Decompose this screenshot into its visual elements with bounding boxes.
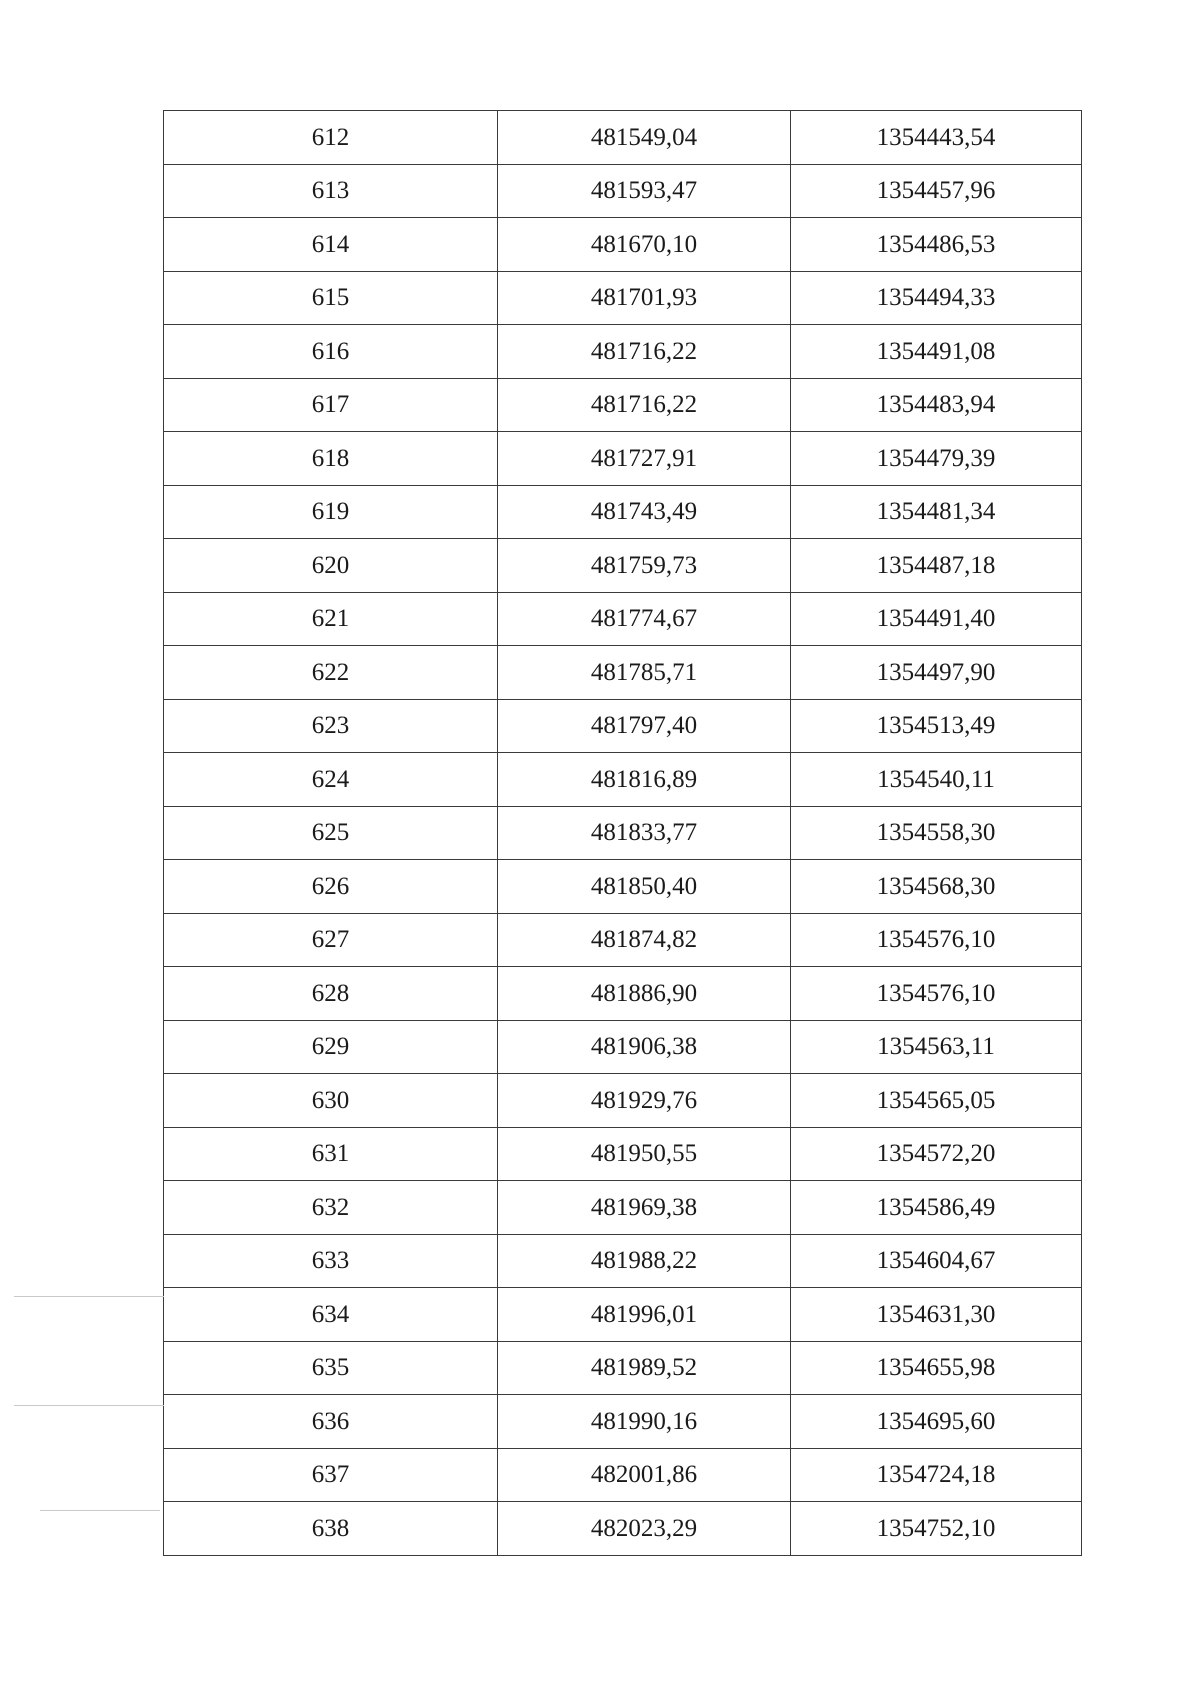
y-coordinate-cell: 1354494,33 xyxy=(791,271,1082,325)
y-coordinate-cell: 1354443,54 xyxy=(791,111,1082,165)
y-coordinate-cell: 1354540,11 xyxy=(791,753,1082,807)
table-row xyxy=(164,967,1082,1021)
y-coordinate-cell: 1354486,53 xyxy=(791,218,1082,272)
scan-artifact xyxy=(40,1510,160,1511)
y-coordinate-cell: 1354479,39 xyxy=(791,432,1082,486)
point-number-cell: 620 xyxy=(164,539,498,593)
x-coordinate-cell: 481906,38 xyxy=(498,1020,791,1074)
point-number-cell: 638 xyxy=(164,1502,498,1556)
point-number-cell: 617 xyxy=(164,378,498,432)
coordinates-table xyxy=(163,110,1082,1556)
y-coordinate-cell: 1354576,10 xyxy=(791,967,1082,1021)
point-number-cell: 629 xyxy=(164,1020,498,1074)
table-row xyxy=(164,1395,1082,1449)
point-number-cell: 613 xyxy=(164,164,498,218)
x-coordinate-cell: 481701,93 xyxy=(498,271,791,325)
table-row xyxy=(164,1020,1082,1074)
x-coordinate-cell: 481996,01 xyxy=(498,1288,791,1342)
point-number-cell: 622 xyxy=(164,646,498,700)
point-number-cell: 628 xyxy=(164,967,498,1021)
y-coordinate-cell: 1354695,60 xyxy=(791,1395,1082,1449)
point-number-cell: 623 xyxy=(164,699,498,753)
table-row xyxy=(164,913,1082,967)
table-row xyxy=(164,325,1082,379)
y-coordinate-cell: 1354457,96 xyxy=(791,164,1082,218)
point-number-cell: 630 xyxy=(164,1074,498,1128)
table-row xyxy=(164,111,1082,165)
y-coordinate-cell: 1354491,40 xyxy=(791,592,1082,646)
y-coordinate-cell: 1354724,18 xyxy=(791,1448,1082,1502)
point-number-cell: 635 xyxy=(164,1341,498,1395)
x-coordinate-cell: 481549,04 xyxy=(498,111,791,165)
table-row xyxy=(164,1341,1082,1395)
x-coordinate-cell: 481886,90 xyxy=(498,967,791,1021)
scan-artifact xyxy=(14,1405,164,1406)
y-coordinate-cell: 1354481,34 xyxy=(791,485,1082,539)
y-coordinate-cell: 1354586,49 xyxy=(791,1181,1082,1235)
point-number-cell: 633 xyxy=(164,1234,498,1288)
x-coordinate-cell: 481774,67 xyxy=(498,592,791,646)
point-number-cell: 621 xyxy=(164,592,498,646)
point-number-cell: 619 xyxy=(164,485,498,539)
y-coordinate-cell: 1354487,18 xyxy=(791,539,1082,593)
point-number-cell: 618 xyxy=(164,432,498,486)
x-coordinate-cell: 481759,73 xyxy=(498,539,791,593)
x-coordinate-cell: 481850,40 xyxy=(498,860,791,914)
point-number-cell: 634 xyxy=(164,1288,498,1342)
x-coordinate-cell: 481716,22 xyxy=(498,325,791,379)
x-coordinate-cell: 481593,47 xyxy=(498,164,791,218)
table-row xyxy=(164,860,1082,914)
x-coordinate-cell: 481670,10 xyxy=(498,218,791,272)
x-coordinate-cell: 481989,52 xyxy=(498,1341,791,1395)
y-coordinate-cell: 1354568,30 xyxy=(791,860,1082,914)
point-number-cell: 615 xyxy=(164,271,498,325)
x-coordinate-cell: 481785,71 xyxy=(498,646,791,700)
table-row xyxy=(164,646,1082,700)
x-coordinate-cell: 482023,29 xyxy=(498,1502,791,1556)
y-coordinate-cell: 1354558,30 xyxy=(791,806,1082,860)
table-row xyxy=(164,1127,1082,1181)
table-row xyxy=(164,753,1082,807)
point-number-cell: 625 xyxy=(164,806,498,860)
point-number-cell: 627 xyxy=(164,913,498,967)
table-row xyxy=(164,1074,1082,1128)
point-number-cell: 626 xyxy=(164,860,498,914)
x-coordinate-cell: 481716,22 xyxy=(498,378,791,432)
table-row xyxy=(164,378,1082,432)
x-coordinate-cell: 482001,86 xyxy=(498,1448,791,1502)
y-coordinate-cell: 1354576,10 xyxy=(791,913,1082,967)
table-row xyxy=(164,271,1082,325)
y-coordinate-cell: 1354491,08 xyxy=(791,325,1082,379)
table-row xyxy=(164,539,1082,593)
y-coordinate-cell: 1354631,30 xyxy=(791,1288,1082,1342)
point-number-cell: 637 xyxy=(164,1448,498,1502)
table-row xyxy=(164,1288,1082,1342)
point-number-cell: 612 xyxy=(164,111,498,165)
point-number-cell: 631 xyxy=(164,1127,498,1181)
y-coordinate-cell: 1354655,98 xyxy=(791,1341,1082,1395)
point-number-cell: 624 xyxy=(164,753,498,807)
x-coordinate-cell: 481816,89 xyxy=(498,753,791,807)
x-coordinate-cell: 481833,77 xyxy=(498,806,791,860)
table-row xyxy=(164,699,1082,753)
x-coordinate-cell: 481929,76 xyxy=(498,1074,791,1128)
y-coordinate-cell: 1354513,49 xyxy=(791,699,1082,753)
x-coordinate-cell: 481727,91 xyxy=(498,432,791,486)
table-row xyxy=(164,485,1082,539)
x-coordinate-cell: 481988,22 xyxy=(498,1234,791,1288)
y-coordinate-cell: 1354563,11 xyxy=(791,1020,1082,1074)
table-row xyxy=(164,218,1082,272)
x-coordinate-cell: 481969,38 xyxy=(498,1181,791,1235)
x-coordinate-cell: 481874,82 xyxy=(498,913,791,967)
x-coordinate-cell: 481797,40 xyxy=(498,699,791,753)
scan-artifact xyxy=(14,1296,164,1297)
table-row xyxy=(164,1234,1082,1288)
point-number-cell: 616 xyxy=(164,325,498,379)
coordinates-table-body xyxy=(164,111,1082,1556)
table-row xyxy=(164,592,1082,646)
table-row xyxy=(164,1502,1082,1556)
point-number-cell: 614 xyxy=(164,218,498,272)
y-coordinate-cell: 1354572,20 xyxy=(791,1127,1082,1181)
x-coordinate-cell: 481990,16 xyxy=(498,1395,791,1449)
x-coordinate-cell: 481743,49 xyxy=(498,485,791,539)
y-coordinate-cell: 1354752,10 xyxy=(791,1502,1082,1556)
table-row xyxy=(164,1181,1082,1235)
point-number-cell: 632 xyxy=(164,1181,498,1235)
point-number-cell: 636 xyxy=(164,1395,498,1449)
table-row xyxy=(164,164,1082,218)
table-row xyxy=(164,806,1082,860)
x-coordinate-cell: 481950,55 xyxy=(498,1127,791,1181)
table-row xyxy=(164,432,1082,486)
y-coordinate-cell: 1354497,90 xyxy=(791,646,1082,700)
table-row xyxy=(164,1448,1082,1502)
y-coordinate-cell: 1354565,05 xyxy=(791,1074,1082,1128)
y-coordinate-cell: 1354604,67 xyxy=(791,1234,1082,1288)
y-coordinate-cell: 1354483,94 xyxy=(791,378,1082,432)
